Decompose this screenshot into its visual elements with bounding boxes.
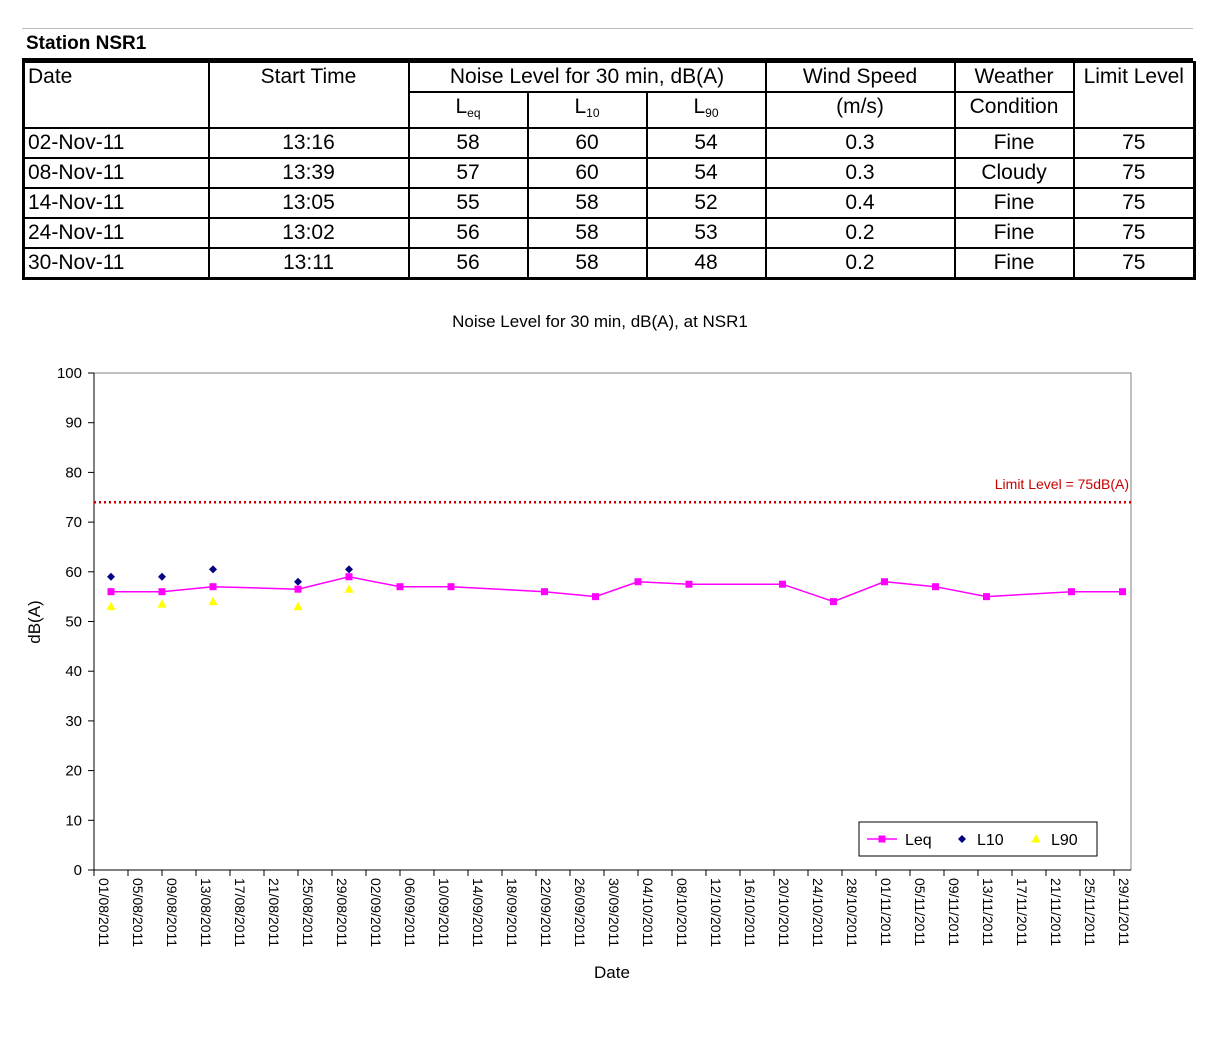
x-tick-label: 12/10/2011 xyxy=(708,878,724,948)
cell-date: 14-Nov-11 xyxy=(24,188,209,218)
header-l90-base: L xyxy=(693,95,706,118)
header-l10-sub: 10 xyxy=(586,106,600,120)
x-tick-label: 02/09/2011 xyxy=(368,878,384,948)
cell-weather: Cloudy xyxy=(955,158,1074,188)
header-leq-sub: eq xyxy=(467,106,481,120)
header-l90-sub: 90 xyxy=(705,106,719,120)
cell-l90: 54 xyxy=(647,158,766,188)
x-tick-label: 21/11/2011 xyxy=(1048,878,1064,946)
header-leq-base: L xyxy=(455,95,468,118)
x-tick-label: 25/08/2011 xyxy=(300,878,316,948)
table-row xyxy=(24,128,1195,158)
data-point-leq xyxy=(108,588,115,595)
cell-date: 02-Nov-11 xyxy=(24,128,209,158)
data-point-leq xyxy=(686,581,693,588)
table-body xyxy=(24,128,1195,279)
header-weather-condition: Condition xyxy=(955,92,1074,128)
header-l10-base: L xyxy=(574,95,587,118)
y-tick-label: 70 xyxy=(65,514,82,532)
y-tick-label: 90 xyxy=(65,414,82,432)
cell-l10: 60 xyxy=(528,158,647,188)
table-row xyxy=(24,188,1195,218)
x-tick-label: 06/09/2011 xyxy=(402,878,418,948)
plot-area xyxy=(94,373,1131,870)
cell-limit: 75 xyxy=(1074,128,1195,158)
y-tick-label: 100 xyxy=(56,365,82,382)
cell-limit: 75 xyxy=(1074,188,1195,218)
cell-leq: 55 xyxy=(409,188,528,218)
cell-wind: 0.4 xyxy=(766,188,955,218)
x-tick-label: 17/08/2011 xyxy=(232,878,248,948)
data-point-leq xyxy=(448,583,455,590)
cell-l90: 53 xyxy=(647,218,766,248)
x-axis-label: Date xyxy=(594,963,630,982)
x-tick-label: 01/11/2011 xyxy=(878,878,894,946)
cell-l10: 60 xyxy=(528,128,647,158)
x-tick-label: 17/11/2011 xyxy=(1014,878,1030,946)
table-row xyxy=(24,218,1195,248)
x-tick-label: 13/11/2011 xyxy=(980,878,996,946)
data-point-leq xyxy=(779,581,786,588)
data-point-leq xyxy=(159,588,166,595)
x-tick-label: 20/10/2011 xyxy=(776,878,792,948)
noise-table xyxy=(22,61,1196,280)
data-point-leq xyxy=(1068,588,1075,595)
y-tick-label: 20 xyxy=(65,762,82,780)
x-tick-label: 29/08/2011 xyxy=(334,878,350,948)
x-tick-label: 04/10/2011 xyxy=(640,878,656,948)
cell-l10: 58 xyxy=(528,188,647,218)
cell-time: 13:39 xyxy=(209,158,409,188)
x-tick-label: 09/11/2011 xyxy=(946,878,962,946)
chart-title: Noise Level for 30 min, dB(A), at NSR1 xyxy=(452,312,748,331)
x-tick-label: 25/11/2011 xyxy=(1082,878,1098,946)
y-tick-label: 80 xyxy=(65,464,82,482)
cell-l10: 58 xyxy=(528,218,647,248)
legend-label-leq: Leq xyxy=(905,832,932,849)
cell-wind: 0.2 xyxy=(766,248,955,279)
cell-date: 08-Nov-11 xyxy=(24,158,209,188)
table-header-row-1 xyxy=(24,62,1195,92)
cell-time: 13:16 xyxy=(209,128,409,158)
cell-time: 13:11 xyxy=(209,248,409,279)
cell-limit: 75 xyxy=(1074,248,1195,279)
x-tick-label: 10/09/2011 xyxy=(436,878,452,948)
legend-label-l90: L90 xyxy=(1051,832,1078,849)
cell-limit: 75 xyxy=(1074,218,1195,248)
y-tick-label: 60 xyxy=(65,563,82,581)
legend-label-l10: L10 xyxy=(977,832,1004,849)
x-tick-label: 01/08/2011 xyxy=(96,878,112,948)
x-tick-label: 14/09/2011 xyxy=(470,878,486,948)
station-table xyxy=(22,28,1193,280)
data-point-leq xyxy=(983,593,990,600)
y-tick-label: 10 xyxy=(65,812,82,830)
y-tick-label: 50 xyxy=(65,613,82,631)
x-tick-label: 13/08/2011 xyxy=(198,878,214,948)
data-point-leq xyxy=(210,583,217,590)
x-tick-label: 08/10/2011 xyxy=(674,878,690,948)
data-point-leq xyxy=(830,598,837,605)
header-start-time: Start Time xyxy=(209,62,409,128)
cell-l90: 54 xyxy=(647,128,766,158)
cell-leq: 56 xyxy=(409,248,528,279)
noise-chart xyxy=(0,300,1218,1000)
y-tick-label: 40 xyxy=(65,663,82,681)
cell-weather: Fine xyxy=(955,188,1074,218)
table-row xyxy=(24,158,1195,188)
header-date: Date xyxy=(24,62,209,128)
header-weather: Weather xyxy=(955,62,1074,92)
data-point-leq xyxy=(635,578,642,585)
x-tick-label: 29/11/2011 xyxy=(1116,878,1132,946)
x-tick-label: 26/09/2011 xyxy=(572,878,588,948)
header-l90 xyxy=(647,92,766,128)
cell-date: 24-Nov-11 xyxy=(24,218,209,248)
data-point-leq xyxy=(932,583,939,590)
data-point-leq xyxy=(881,578,888,585)
legend xyxy=(859,822,1097,856)
cell-wind: 0.3 xyxy=(766,158,955,188)
x-tick-label: 16/10/2011 xyxy=(742,878,758,948)
cell-l10: 58 xyxy=(528,248,647,279)
cell-l90: 48 xyxy=(647,248,766,279)
x-tick-label: 21/08/2011 xyxy=(266,878,282,948)
header-noise-level: Noise Level for 30 min, dB(A) xyxy=(409,62,766,92)
cell-limit: 75 xyxy=(1074,158,1195,188)
cell-time: 13:05 xyxy=(209,188,409,218)
y-tick-label: 0 xyxy=(73,862,82,879)
table-row xyxy=(24,248,1195,279)
x-tick-label: 09/08/2011 xyxy=(164,878,180,948)
x-axis xyxy=(94,870,1132,947)
data-point-leq xyxy=(397,583,404,590)
data-point-leq xyxy=(1119,588,1126,595)
x-tick-label: 24/10/2011 xyxy=(810,878,826,948)
limit-line-label: Limit Level = 75dB(A) xyxy=(994,476,1129,493)
x-tick-label: 05/08/2011 xyxy=(130,878,146,948)
y-axis-label: dB(A) xyxy=(25,600,44,644)
cell-date: 30-Nov-11 xyxy=(24,248,209,279)
cell-leq: 58 xyxy=(409,128,528,158)
y-tick-label: 30 xyxy=(65,712,82,730)
cell-wind: 0.3 xyxy=(766,128,955,158)
y-axis xyxy=(57,365,94,879)
cell-time: 13:02 xyxy=(209,218,409,248)
data-point-leq xyxy=(295,586,302,593)
cell-weather: Fine xyxy=(955,248,1074,279)
data-point-leq xyxy=(592,593,599,600)
cell-wind: 0.2 xyxy=(766,218,955,248)
cell-weather: Fine xyxy=(955,218,1074,248)
x-tick-label: 30/09/2011 xyxy=(606,878,622,948)
cell-l90: 52 xyxy=(647,188,766,218)
cell-leq: 56 xyxy=(409,218,528,248)
data-point-leq xyxy=(346,573,353,580)
header-limit-level: Limit Level xyxy=(1074,62,1195,128)
header-wind-unit: (m/s) xyxy=(766,92,955,128)
cell-weather: Fine xyxy=(955,128,1074,158)
data-point-leq xyxy=(541,588,548,595)
header-leq xyxy=(409,92,528,128)
x-tick-label: 28/10/2011 xyxy=(844,878,860,948)
legend-marker-leq xyxy=(879,836,886,843)
header-wind-speed: Wind Speed xyxy=(766,62,955,92)
cell-leq: 57 xyxy=(409,158,528,188)
header-l10 xyxy=(528,92,647,128)
x-tick-label: 22/09/2011 xyxy=(538,878,554,948)
x-tick-label: 18/09/2011 xyxy=(504,878,520,948)
station-title: Station NSR1 xyxy=(22,29,1193,61)
x-tick-label: 05/11/2011 xyxy=(912,878,928,946)
